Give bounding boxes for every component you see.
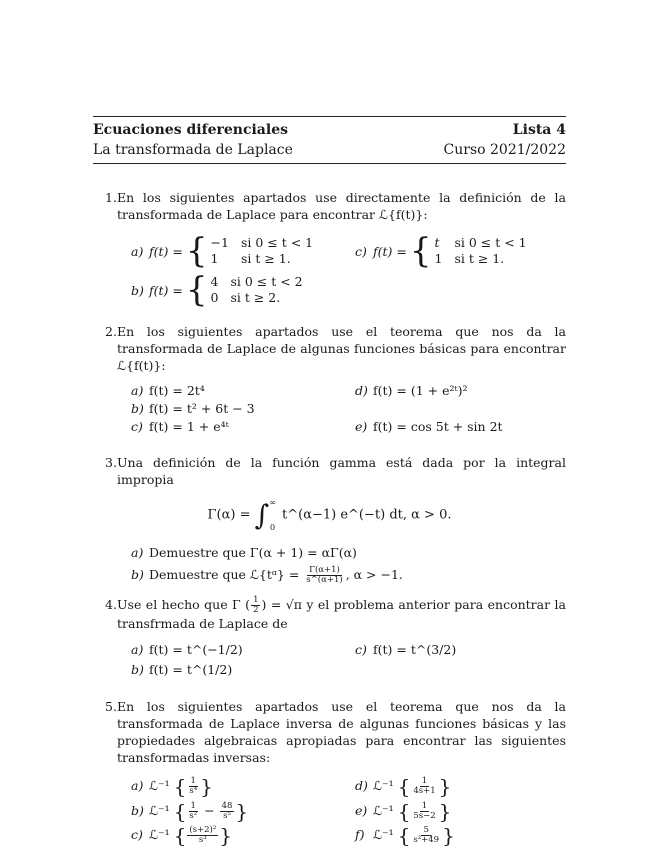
p5-item-c: c) ℒ⁻¹ { $\frac{\text{(s+2)²}}{\text{s³}}$ }	[131, 823, 233, 848]
p3-item-b: b) Demuestre que ℒ{tᵅ} = $\frac{\Gamma(\alpha+1)}{s\^{}(\alpha+1)}$ , α > −1.	[131, 565, 403, 585]
problem-number: 3.	[105, 455, 117, 470]
p4-row-2	[131, 660, 566, 680]
problem-number: 5.	[105, 699, 117, 714]
p1-item-a: a) f(t) = { −1 si 0 ≤ t < 1 1 si t ≥ 1.	[131, 231, 314, 271]
p5-item-e: e) ℒ⁻¹ { $\frac{1}{5s-2}$ }	[355, 799, 452, 823]
p2-row-2	[131, 400, 566, 418]
problem-4: 4. Use el hecho que Γ ( $\frac{1}{2}$ ) = √π y el problema anterior para encontrar la transfrmada de Laplace de	[105, 595, 566, 631]
problem-3	[93, 454, 566, 488]
problem-5-items	[93, 774, 566, 848]
left-brace-icon: {	[185, 270, 208, 310]
problem-statement: Una definición de la función gamma está dada por la integral impropia	[117, 455, 566, 487]
problem-4-items	[93, 640, 566, 680]
problem-2	[93, 323, 566, 374]
p5-item-f: f) ℒ⁻¹ { $\frac{5}{\text{s²+49}}$ }	[355, 823, 455, 848]
header-rule	[93, 163, 566, 164]
left-brace-icon: {	[409, 231, 432, 271]
problem-number: 1.	[105, 190, 117, 205]
p1-item-b: b) f(t) = { 4 si 0 ≤ t < 2 0 si t ≥ 2.	[131, 270, 303, 310]
header-row-2	[93, 140, 566, 160]
left-brace-icon: {	[185, 231, 208, 271]
gamma-definition: Γ(α) = ∫ ∞ 0 t^(α−1) e^(−t) dt, α > 0.	[207, 498, 452, 532]
problem-5	[93, 698, 566, 766]
p2-row-1	[131, 382, 566, 400]
p3-item-a: a) Demuestre que Γ(α + 1) = αΓ(α)	[131, 545, 357, 560]
p1-row-2	[131, 271, 566, 309]
integral-limits: ∞ 0	[269, 498, 276, 532]
p1-item-c: c) f(t) = { t si 0 ≤ t < 1 1 si t ≥ 1.	[355, 231, 527, 271]
p2-item-a: a) f(t) = 2t⁴	[131, 383, 205, 398]
p1-row-1	[131, 231, 566, 271]
problem-number: 4.	[105, 597, 117, 612]
list-number: Lista 4	[512, 122, 566, 138]
header-row-1	[93, 120, 566, 140]
problem-1-items	[93, 231, 566, 309]
p2-item-b: b) f(t) = t² + 6t − 3	[131, 401, 255, 416]
top-rule	[93, 116, 566, 117]
p4-row-1	[131, 640, 566, 660]
course-year: Curso 2021/2022	[443, 142, 566, 158]
problem-2-items	[93, 382, 566, 436]
problem-3-items	[93, 542, 566, 586]
p5-item-a: a) ℒ⁻¹ { $\frac{1}{\text{s⁴}}$ }	[131, 774, 213, 799]
piecewise-cases: −1 si 0 ≤ t < 1 1 si t ≥ 1.	[210, 235, 314, 266]
p4-item-a: a) f(t) = t^(−1/2)	[131, 642, 243, 657]
problem-statement: En los siguientes apartados use directamente la definición de la transformada de Laplace para encontrar ℒ{f(t)}:	[117, 190, 566, 222]
topic-title: La transformada de Laplace	[93, 142, 293, 158]
fraction: $\frac{1}{2}$	[253, 595, 259, 615]
p2-item-d: d) f(t) = (1 + e²ᵗ)²	[355, 383, 468, 398]
p2-item-c: c) f(t) = 1 + e⁴ᵗ	[131, 419, 229, 434]
problem-statement: En los siguientes apartados use el teorema que nos da la transformada de Laplace de algunas funciones básicas para encontrar ℒ{f(t)}:	[117, 324, 566, 373]
p5-item-b: b) ℒ⁻¹ { $\frac{1}{\text{s²}}$ − $\frac{48}{\text{s⁵}}$ }	[131, 799, 249, 823]
piecewise-cases: t si 0 ≤ t < 1 1 si t ≥ 1.	[434, 235, 527, 266]
integral-sign-icon: ∫	[254, 498, 270, 532]
course-title: Ecuaciones diferenciales	[93, 122, 288, 138]
p5-row-3	[131, 823, 566, 848]
fraction: $\frac{\Gamma(\alpha+1)}{s\^{}(\alpha+1)}$	[306, 565, 343, 585]
p5-row-1	[131, 774, 566, 799]
p4-item-c: c) f(t) = t^(3/2)	[355, 642, 457, 657]
problem-statement: En los siguientes apartados use el teorema que nos da la transformada de Laplace inversa de algunas funciones básicas y las propiedades algebraicas apropiadas para encontrar las siguientes transformadas inversas:	[117, 699, 566, 765]
problem-number: 2.	[105, 324, 117, 339]
p2-item-e: e) f(t) = cos 5t + sin 2t	[355, 419, 503, 434]
problem-1	[93, 189, 566, 223]
p4-item-b: b) f(t) = t^(1/2)	[131, 662, 233, 677]
p5-row-2	[131, 799, 566, 824]
p2-row-3	[131, 418, 566, 436]
worksheet-page	[93, 116, 566, 848]
p5-item-d: d) ℒ⁻¹ { $\frac{1}{4s+1}$ }	[355, 774, 452, 799]
piecewise-cases: 4 si 0 ≤ t < 2 0 si t ≥ 2.	[210, 274, 303, 305]
